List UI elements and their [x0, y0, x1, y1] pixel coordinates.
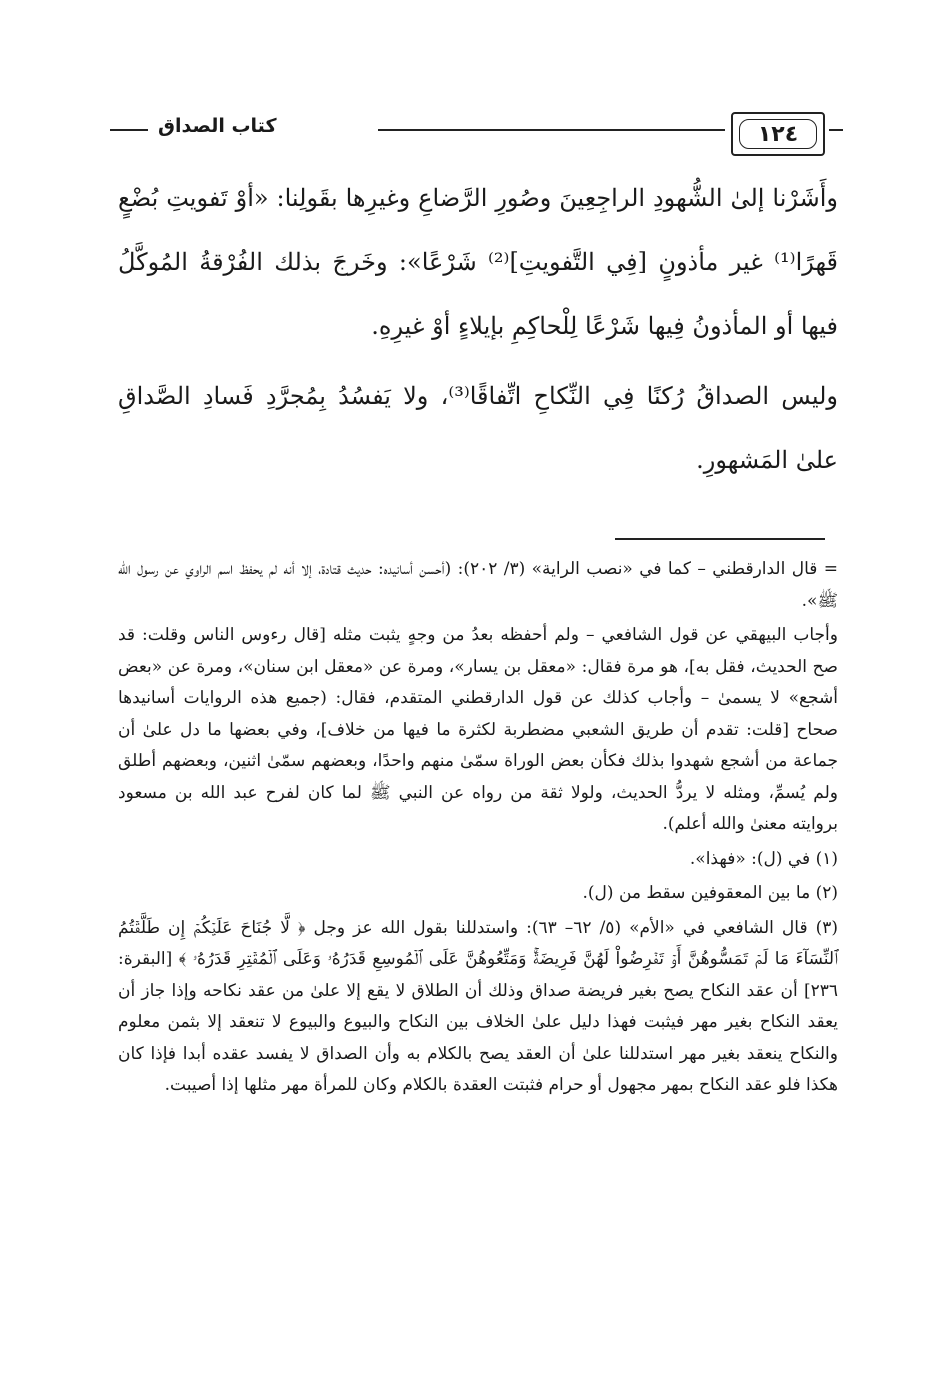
page-header [110, 112, 843, 160]
page-number-frame [731, 112, 825, 156]
main-text [118, 166, 838, 492]
page-number: ١٢٤ [739, 119, 817, 149]
header-rule-left [110, 129, 148, 131]
main-paragraph: وليس الصداقُ رُكنًا فِي النِّكاحِ اتِّفاقًا⁽³⁾، ولا يَفسُدُ بِمُجرَّدِ فَسادِ الصَّداقِ علىٰ المَشهورِ. [118, 382, 838, 474]
footnote-1: (١) في (ل): «فهذا». [689, 848, 838, 869]
footnote-separator [615, 538, 825, 540]
footnotes [118, 554, 838, 1102]
header-rule-middle [378, 129, 725, 131]
footnote-3: (٣) قال الشافعي في «الأم» (٥/ ٦٢– ٦٣): واستدللنا بقول الله عز وجل ﴿ لَّا جُنَاحَ عَلَيۡكُمۡ إِن طَلَّقۡتُمُ ٱلنِّسَآءَ مَا لَمۡ تَمَسُّوهُنَّ أَوۡ تَفۡرِضُواْ لَهُنَّ فَرِيضَةٗۚ وَمَتِّعُوهُنَّ عَلَى ٱلۡمُوسِعِ قَدَرُهُۥ وَعَلَى ٱلۡمُقۡتِرِ قَدَرُهُۥ ﴾ [البقرة: ٢٣٦] أن عقد النكاح يصح بغير فريضة صداق وذلك أن الطلاق لا يقع إلا علىٰ من عقد نكاحه وإذا جاز أن يعقد النكاح بغير مهر فيثبت فهذا دليل علىٰ الخلاف بين النكاح والبيوع والبيوع لا تنعقد إلا بثمن معلوم والنكاح ينعقد بغير مهر استدللنا علىٰ أن العقد يصح بالكلام به وأن الصداق لا يفسد عقده أبدا فإذا كان هكذا فلو عقد النكاح بمهر مجهول أو حرام فثبتت العقدة بالكلام وكان للمرأة مهر مثلها إذا أصيبت. [118, 917, 839, 1095]
footnote-2: (٢) ما بين المعقوفين سقط من (ل). [582, 883, 838, 903]
header-rule-right [829, 129, 843, 131]
footnote-continuation: = قال الدارقطني – كما في «نصب الراية» (٣/ ٢٠٢): (أحسن أسانيده: حديث قتادة، إلا أنه لم يحفظ اسم الراوي عن رسول الله ﷺ». [118, 559, 838, 611]
main-paragraph: وأَشَرْنا إلىٰ الشُّهودِ الراجِعِينَ وصُورِ الرَّضاعِ وغيرِها بقَولِنا: «أوْ تَفويتِ بُضْعٍ قَهرًا⁽¹⁾ غير مأذونٍ [فِي التَّفويتِ]⁽²⁾ شَرْعًا»: وخَرجَ بذلك الفُرْقةُ المُوكَّلُ فيها أو المأذونُ فِيها شَرْعًا لِلْحاكِمِ بإيلاءٍ أوْ غيرِهِ. [118, 184, 839, 340]
footnote-paragraph: وأجاب البيهقي عن قول الشافعي – ولم أحفظه بعدُ من وجهٍ يثبت مثله [قال رءوس الناس وقلت: قد صح الحديث، فقل به]، هو مرة فقال: «معقل بن يسار»، ومرة عن «معقل ابن سنان»، ومرة عن «بعض أشجع» لا يسمىٰ – وأجاب كذلك عن قول الدارقطني المتقدم، فقال: (جميع هذه الروايات أسانيدها صحاح [قلت: تقدم أن طريق الشعبي مضطربة لكثرة ما فيها من خلاف]، وفي بعضها ما دل علىٰ أن جماعة من أشجع شهدوا بذلك فكأن بعض الوراة سمّىٰ منهم واحدًا، وبعضهم سمّىٰ اثنين، وبعضهم أطلق ولم يُسمِّ، ومثله لا يردُّ الحديث، ولولا ثقة من رواه عن النبي ﷺ لما كان لفرح عبد الله بن مسعود بروايته معنىٰ والله أعلم). [118, 625, 838, 834]
book-title: كتاب الصداق [158, 115, 277, 137]
